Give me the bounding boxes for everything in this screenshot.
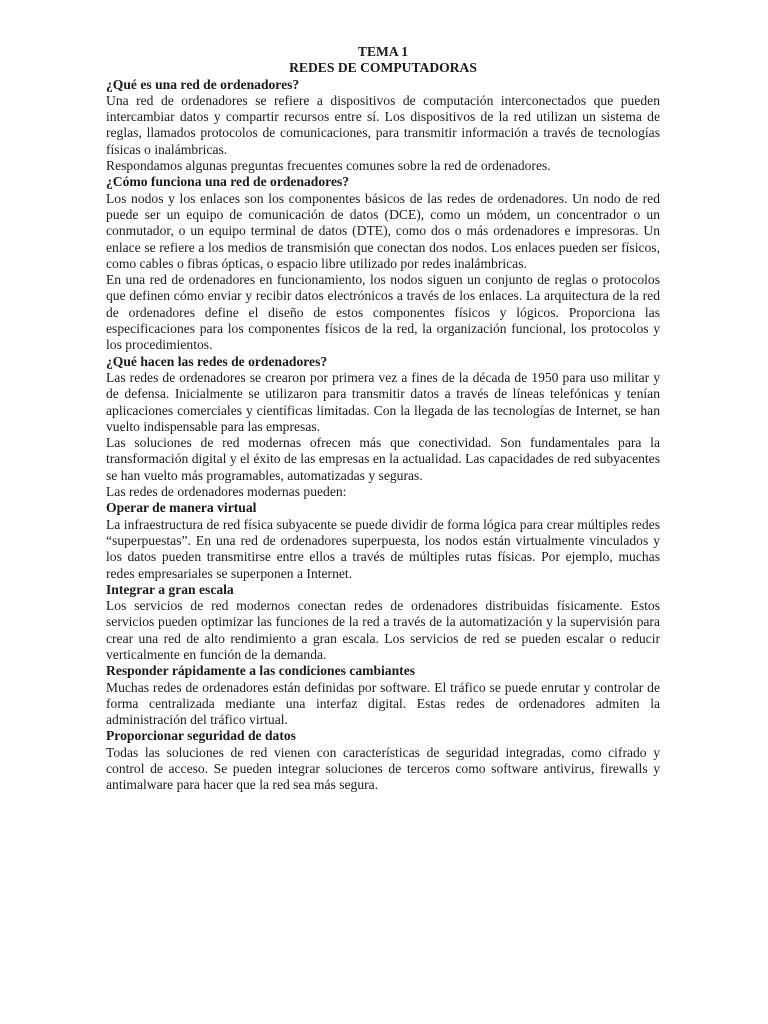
document-page xyxy=(106,44,660,794)
section-heading: Integrar a gran escala xyxy=(106,581,234,597)
document-title-tema: TEMA 1 xyxy=(357,44,409,59)
section-paragraph: Muchas redes de ordenadores están definidas por software. El tráfico se puede enrutar y controlar de forma centralizada mediante una interfaz digital. Estas redes de ordenadores admiten la administración del tráfico virtual. xyxy=(106,679,660,728)
document-title-main: REDES DE COMPUTADORAS xyxy=(289,60,477,76)
section-paragraph: Los servicios de red modernos conectan redes de ordenadores distribuidas físicamente. Estos servicios pueden optimizar las funciones de la red a través de la automatización y la supervisión para crear una red de alto rendimiento a gran escala. Los servicios de red se pueden escalar o reducir verticalmente en función de la demanda. xyxy=(106,598,660,662)
section-heading: ¿Qué hacen las redes de ordenadores? xyxy=(106,353,328,369)
section-paragraph: Las redes de ordenadores modernas pueden: xyxy=(106,484,347,500)
section-paragraph: En una red de ordenadores en funcionamiento, los nodos siguen un conjunto de reglas o protocolos que definen cómo enviar y recibir datos electrónicos a través de los enlaces. La arquitectura de la red de ordenadores define el diseño de estos componentes físicos y lógicos. Proporciona las especificaciones para los componentes físicos de la red, la organización funcional, los protocolos y los procedimientos. xyxy=(106,272,660,353)
section-paragraph: Las redes de ordenadores se crearon por primera vez a fines de la década de 1950 para uso militar y de defensa. Inicialmente se utilizaron para transmitir datos a través de líneas telefónicas y tenían aplicaciones comerciales y científicas limitadas. Con la llegada de las tecnologías de Internet, se han vuelto indispensable para las empresas. xyxy=(106,369,660,434)
section-heading: ¿Cómo funciona una red de ordenadores? xyxy=(106,174,350,190)
section-paragraph: Todas las soluciones de red vienen con características de seguridad integradas, como cifrado y control de acceso. Se pueden integrar soluciones de terceros como software antivirus, firewalls y antimalware para hacer que la red sea más segura. xyxy=(106,744,660,793)
section-heading: Responder rápidamente a las condiciones cambiantes xyxy=(106,663,416,679)
section-paragraph: Las soluciones de red modernas ofrecen más que conectividad. Son fundamentales para la transformación digital y el éxito de las empresas en la actualidad. Las capacidades de red subyacentes se han vuelto más programables, automatizadas y seguras. xyxy=(106,435,660,483)
section-heading: Operar de manera virtual xyxy=(106,500,257,516)
section-paragraph: Los nodos y los enlaces son los componentes básicos de las redes de ordenadores. Un nodo de red puede ser un equipo de comunicación de datos (DCE), como un módem, un concentrador o un conmutador, o un equipo terminal de datos (DTE), como dos o más ordenadores e impresoras. Un enlace se refiere a los medios de transmisión que conectan dos nodos. Los enlaces pueden ser físicos, como cables o fibras ópticas, o espacio libre utilizado por redes inalámbricas. xyxy=(106,190,660,271)
section-paragraph: Respondamos algunas preguntas frecuentes comunes sobre la red de ordenadores. xyxy=(106,158,551,174)
section-paragraph: La infraestructura de red física subyacente se puede dividir de forma lógica para crear múltiples redes “superpuestas”. En una red de ordenadores superpuesta, los nodos están virtualmente vinculados y los datos pueden transmitirse entre ellos a través de múltiples rutas físicas. Por ejemplo, muchas redes empresariales se superponen a Internet. xyxy=(106,516,660,581)
section-paragraph: Una red de ordenadores se refiere a dispositivos de computación interconectados que pueden intercambiar datos y compartir recursos entre sí. Los dispositivos de la red utilizan un sistema de reglas, llamados protocolos de comunicaciones, para transmitir información a través de tecnologías físicas o inalámbricas. xyxy=(106,92,660,157)
section-heading: Proporcionar seguridad de datos xyxy=(106,728,296,744)
section-heading: ¿Qué es una red de ordenadores? xyxy=(106,76,300,92)
